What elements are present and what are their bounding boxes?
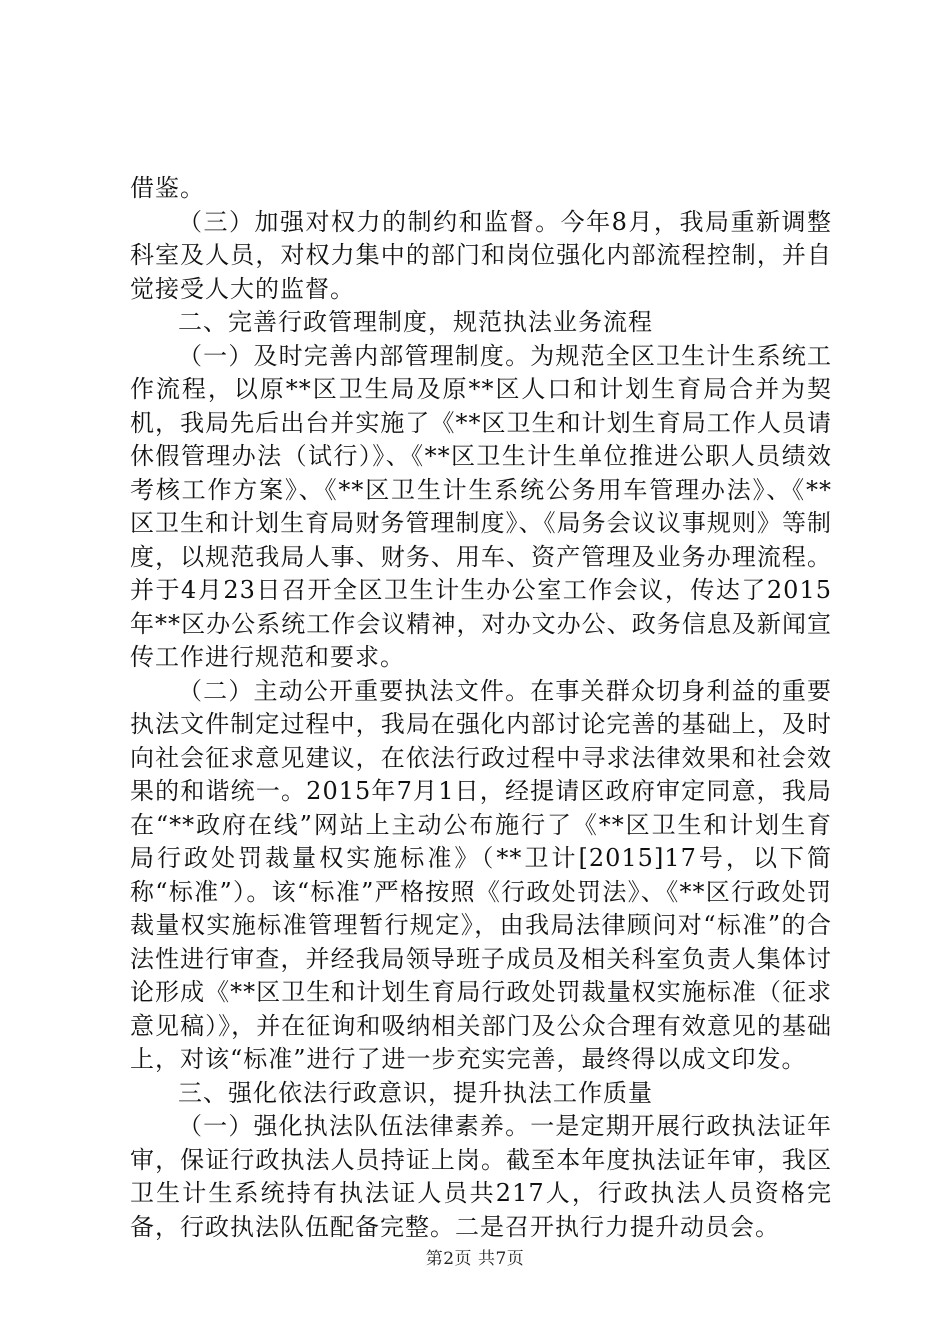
- heading-section-3: 三、强化依法行政意识，提升执法工作质量: [178, 1078, 653, 1107]
- paragraph-continuation: 借鉴。: [130, 174, 205, 202]
- page-number-footer: 第2页 共7页: [425, 1249, 525, 1269]
- document-body: [130, 172, 832, 1244]
- paragraph-section-3-1: （一）强化执法队伍法律素养。一是定期开展行政执法证年审，保证行政执法人员持证上岗。截至本年度执法证年审，我区卫生计生系统持有执法证人员共217人，行政执法人员资格完备，行政执法队伍配备完整。二是召开执行力提升动员会。: [130, 1112, 832, 1241]
- heading-section-2: 二、完善行政管理制度，规范执法业务流程: [178, 308, 653, 336]
- paragraph-section-2-2: （二）主动公开重要执法文件。在事关群众切身利益的重要执法文件制定过程中，我局在强化内部讨论完善的基础上，及时向社会征求意见建议，在依法行政过程中寻求法律效果和社会效果的和谐统一。2015年7月1日，经提请区政府审定同意，我局在“**政府在线”网站上主动公布施行了《**区卫生和计划生育局行政处罚裁量权实施标准》（**卫计[2015]17号，以下简称“标准”）。该“标准”严格按照《行政处罚法》、《**区行政处罚裁量权实施标准管理暂行规定》，由我局法律顾问对“标准”的合法性进行审查，并经我局领导班子成员及相关科室负责人集体讨论形成《**区卫生和计划生育局行政处罚裁量权实施标准（征求意见稿）》，并在征询和吸纳相关部门及公众合理有效意见的基础上，对该“标准”进行了进一步充实完善，最终得以成文印发。: [130, 676, 832, 1073]
- paragraph-section-1-3: （三）加强对权力的制约和监督。今年8月，我局重新调整科室及人员，对权力集中的部门和岗位强化内部流程控制，并自觉接受人大的监督。: [130, 207, 832, 303]
- paragraph-section-2-1: （一）及时完善内部管理制度。为规范全区卫生计生系统工作流程，以原**区卫生局及原**区人口和计划生育局合并为契机，我局先后出台并实施了《**区卫生和计划生育局工作人员请休假管理办法（试行）》、《**区卫生计生单位推进公职人员绩效考核工作方案》、《**区卫生计生系统公务用车管理办法》、《**区卫生和计划生育局财务管理制度》、《局务会议议事规则》等制度，以规范我局人事、财务、用车、资产管理及业务办理流程。并于4月23日召开全区卫生计生办公室工作会议，传达了2015年**区办公系统工作会议精神，对办文办公、政务信息及新闻宣传工作进行规范和要求。: [130, 341, 832, 671]
